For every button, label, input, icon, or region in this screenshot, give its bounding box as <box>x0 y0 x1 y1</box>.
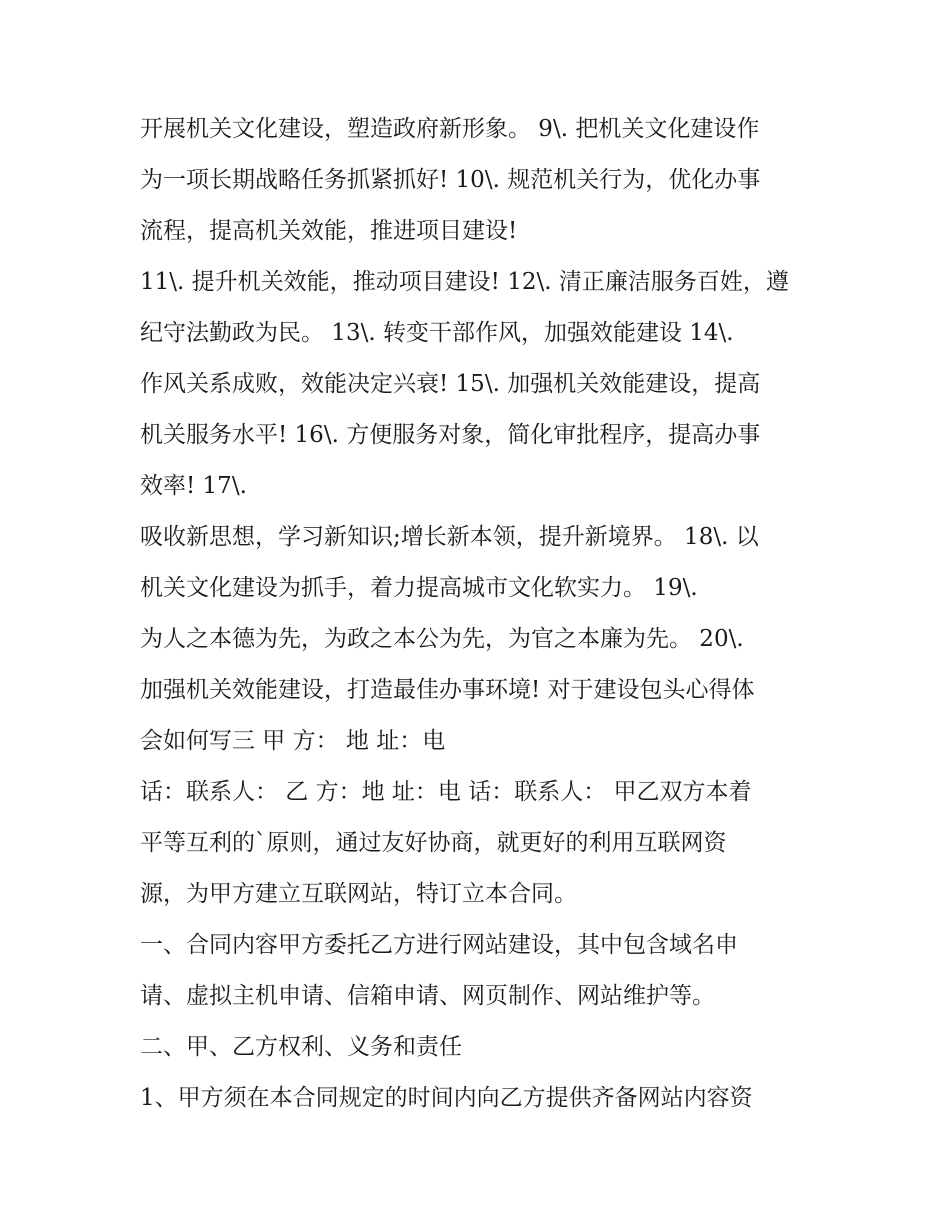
text-line: 机关服务水平! 16\. 方便服务对象，简化审批程序，提高办事 <box>140 422 761 448</box>
text-line: 源，为甲方建立互联网站，特订立本合同。 <box>140 881 577 907</box>
text-line: 会如何写三 甲 方： 地 址：电 <box>140 728 446 754</box>
text-line: 吸收新思想，学习新知识;增长新本领，提升新境界。 18\. 以 <box>140 524 759 550</box>
text-line: 为人之本德为先，为政之本公为先，为官之本廉为先。 20\. <box>140 626 744 652</box>
text-line: 开展机关文化建设，塑造政府新形象。 9\. 把机关文化建设作 <box>140 116 760 142</box>
text-line: 请、虚拟主机申请、信箱申请、网页制作、网站维护等。 <box>140 983 715 1009</box>
text-line: 纪守法勤政为民。 13\. 转变干部作风，加强效能建设 14\. <box>140 320 734 346</box>
text-line: 平等互利的`原则，通过友好协商，就更好的利用互联网资 <box>140 830 727 856</box>
text-line: 为一项长期战略任务抓紧抓好! 10\. 规范机关行为，优化办事 <box>140 167 761 193</box>
text-line: 11\. 提升机关效能，推动项目建设! 12\. 清正廉洁服务百姓，遵 <box>140 269 789 295</box>
text-line: 1、甲方须在本合同规定的时间内向乙方提供齐备网站内容资 <box>140 1085 753 1111</box>
text-line: 二、甲、乙方权利、义务和责任 <box>140 1034 462 1060</box>
text-line: 机关文化建设为抓手，着力提高城市文化软实力。 19\. <box>140 575 698 601</box>
text-line: 效率! 17\. <box>140 473 247 499</box>
text-line: 一、合同内容甲方委托乙方进行网站建设，其中包含域名申 <box>140 932 738 958</box>
text-line: 加强机关效能建设，打造最佳办事环境! 对于建设包头心得体 <box>140 677 755 703</box>
document-body <box>140 104 820 1124</box>
text-line: 流程，提高机关效能，推进项目建设! <box>140 218 518 244</box>
text-line: 作风关系成败，效能决定兴衰! 15\. 加强机关效能建设，提高 <box>140 371 761 397</box>
text-line: 话：联系人： 乙 方：地 址：电 话：联系人： 甲乙双方本着 <box>140 779 752 805</box>
